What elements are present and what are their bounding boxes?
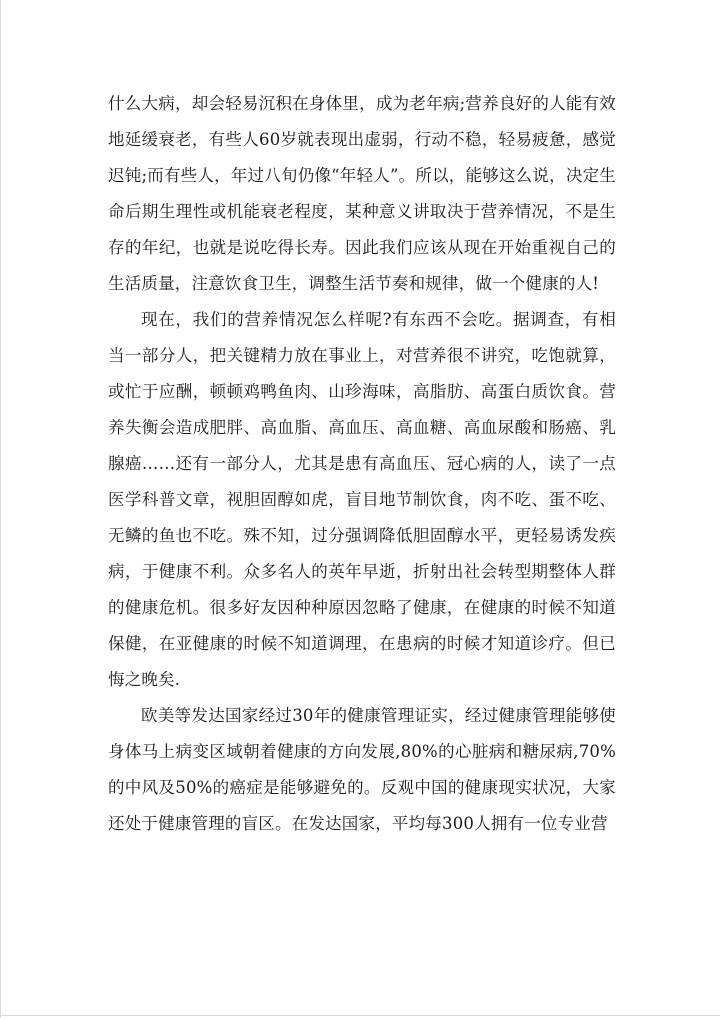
paragraph-3: 欧美等发达国家经过30年的健康管理证实，经过健康管理能够使身体马上病变区域朝着健康的方向发展,80%的心脏病和糖尿病,70%的中风及50%的癌症是能够避免的。反观中国的健康现实状况，大家还处于健康管理的盲区。在发达国家，平均每300人拥有一位专业营: [108, 706, 616, 833]
page-bottom-border: [1, 1015, 720, 1016]
body-text: [108, 86, 616, 842]
paragraph-2: 现在，我们的营养情况怎么样呢?有东西不会吃。据调查，有相当一部分人，把关键精力放在事业上，对营养很不讲究，吃饱就算，或忙于应酬，顿顿鸡鸭鱼肉、山珍海味，高脂肪、高蛋白质饮食。营养失衡会造成肥胖、高血脂、高血压、高血糖、高血尿酸和肠癌、乳腺癌……还有一部分人，尤其是患有高血压、冠心病的人，读了一点医学科普文章，视胆固醇如虎，盲目地节制饮食，肉不吃、蛋不吃、无鳞的鱼也不吃。殊不知，过分强调降低胆固醇水平，更轻易诱发疾病，于健康不利。众多名人的英年早逝，折射出社会转型期整体人群的健康危机。很多好友因种种原因忽略了健康，在健康的时候不知道保健，在亚健康的时候不知道调理，在患病的时候才知道诊疗。但已悔之晚矣.: [108, 310, 616, 689]
paragraph-1: 什么大病，却会轻易沉积在身体里，成为老年病;营养良好的人能有效地延缓衰老，有些人60岁就表现出虚弱，行动不稳，轻易疲惫，感觉迟钝;而有些人，年过八旬仍像“年轻人”。所以，能够这么说，决定生命后期生理性或机能衰老程度，某种意义讲取决于营养情况，不是生存的年纪，也就是说吃得长寿。因此我们应该从现在开始重视自己的生活质量，注意饮食卫生，调整生活节奏和规律，做一个健康的人!: [108, 94, 616, 293]
